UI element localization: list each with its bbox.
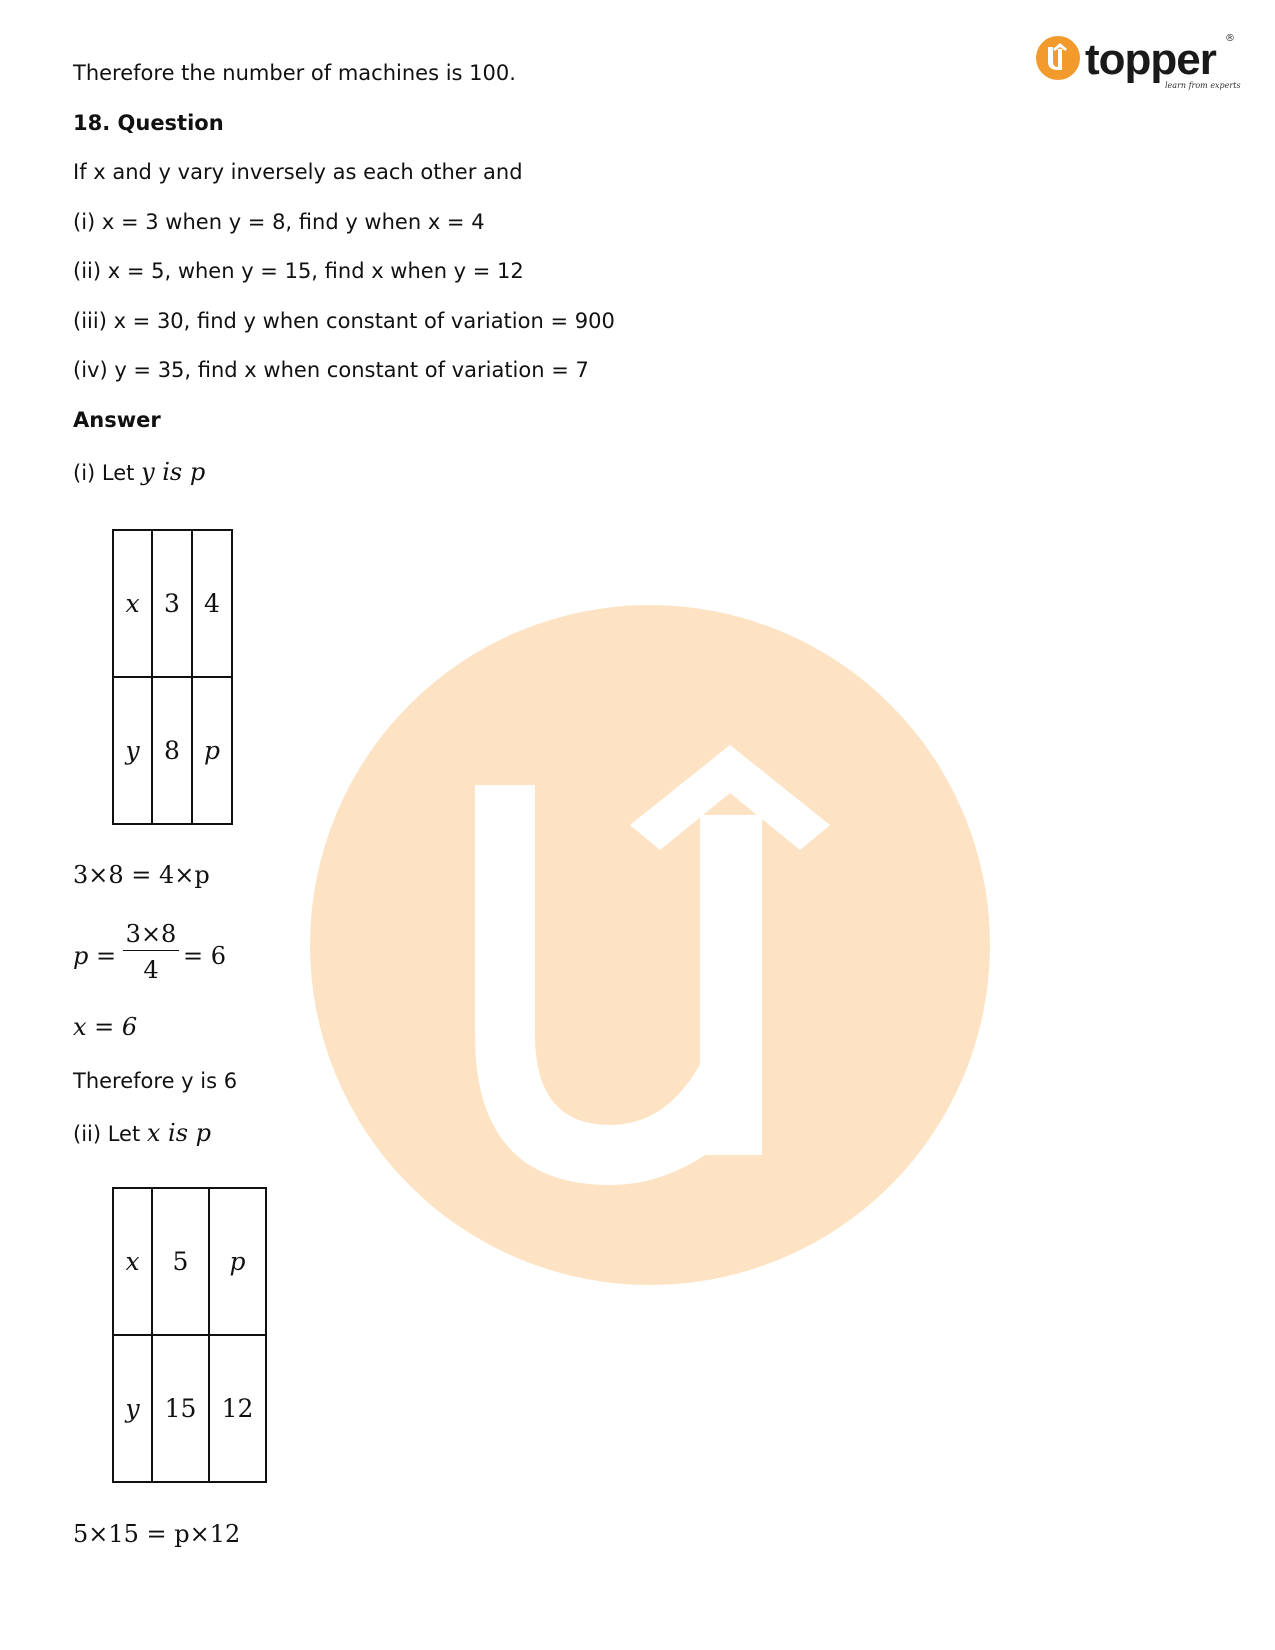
table-cell: x [113,530,152,677]
equation-4: 5×15 = p×12 [73,1520,241,1548]
equation-3: x = 6 [73,1013,138,1041]
question-intro: If x and y vary inversely as each other and [73,160,523,184]
previous-answer-conclusion: Therefore the number of machines is 100. [73,61,516,85]
question-part-3: (iii) x = 30, find y when constant of variation = 900 [73,309,615,333]
question-part-4: (iv) y = 35, find x when constant of variation = 7 [73,358,589,382]
topper-logo [1035,33,1241,95]
equation-1: 3×8 = 4×p [73,861,210,889]
question-part-2: (ii) x = 5, when y = 15, find x when y = 12 [73,259,524,283]
variation-table-1 [112,529,233,825]
table-cell: p [209,1188,266,1335]
table-cell: y [113,1335,152,1482]
table-cell: 3 [152,530,192,677]
therefore-statement-1: Therefore y is 6 [73,1069,238,1093]
variation-table-2 [112,1187,267,1483]
table-cell: 15 [152,1335,209,1482]
topper-logo-icon [1035,35,1081,81]
table-cell: y [113,677,152,824]
fraction-rhs: = 6 [183,942,227,970]
let-math: x is p [146,1119,212,1147]
logo-tagline: learn from experts [1165,81,1241,90]
logo-wordmark: topper [1085,35,1216,84]
fraction-lhs: p = [73,942,117,970]
registered-mark: ® [1225,33,1235,44]
table-cell: 8 [152,677,192,824]
table-cell: p [192,677,232,824]
let-statement-2 [73,1120,211,1147]
table-cell: x [113,1188,152,1335]
question-part-1: (i) x = 3 when y = 8, find y when x = 4 [73,210,485,234]
let-statement-1 [73,459,205,486]
let-prefix: (ii) Let [73,1122,147,1146]
table-cell: 5 [152,1188,209,1335]
table-cell: 12 [209,1335,266,1482]
topper-watermark [310,605,990,1285]
question-heading: 18. Question [73,111,224,135]
fraction-denominator: 4 [143,956,159,984]
table-cell: 4 [192,530,232,677]
let-math: y is p [141,458,206,486]
answer-heading: Answer [73,408,161,432]
let-prefix: (i) Let [73,461,142,485]
fraction-numerator: 3×8 [123,920,179,951]
